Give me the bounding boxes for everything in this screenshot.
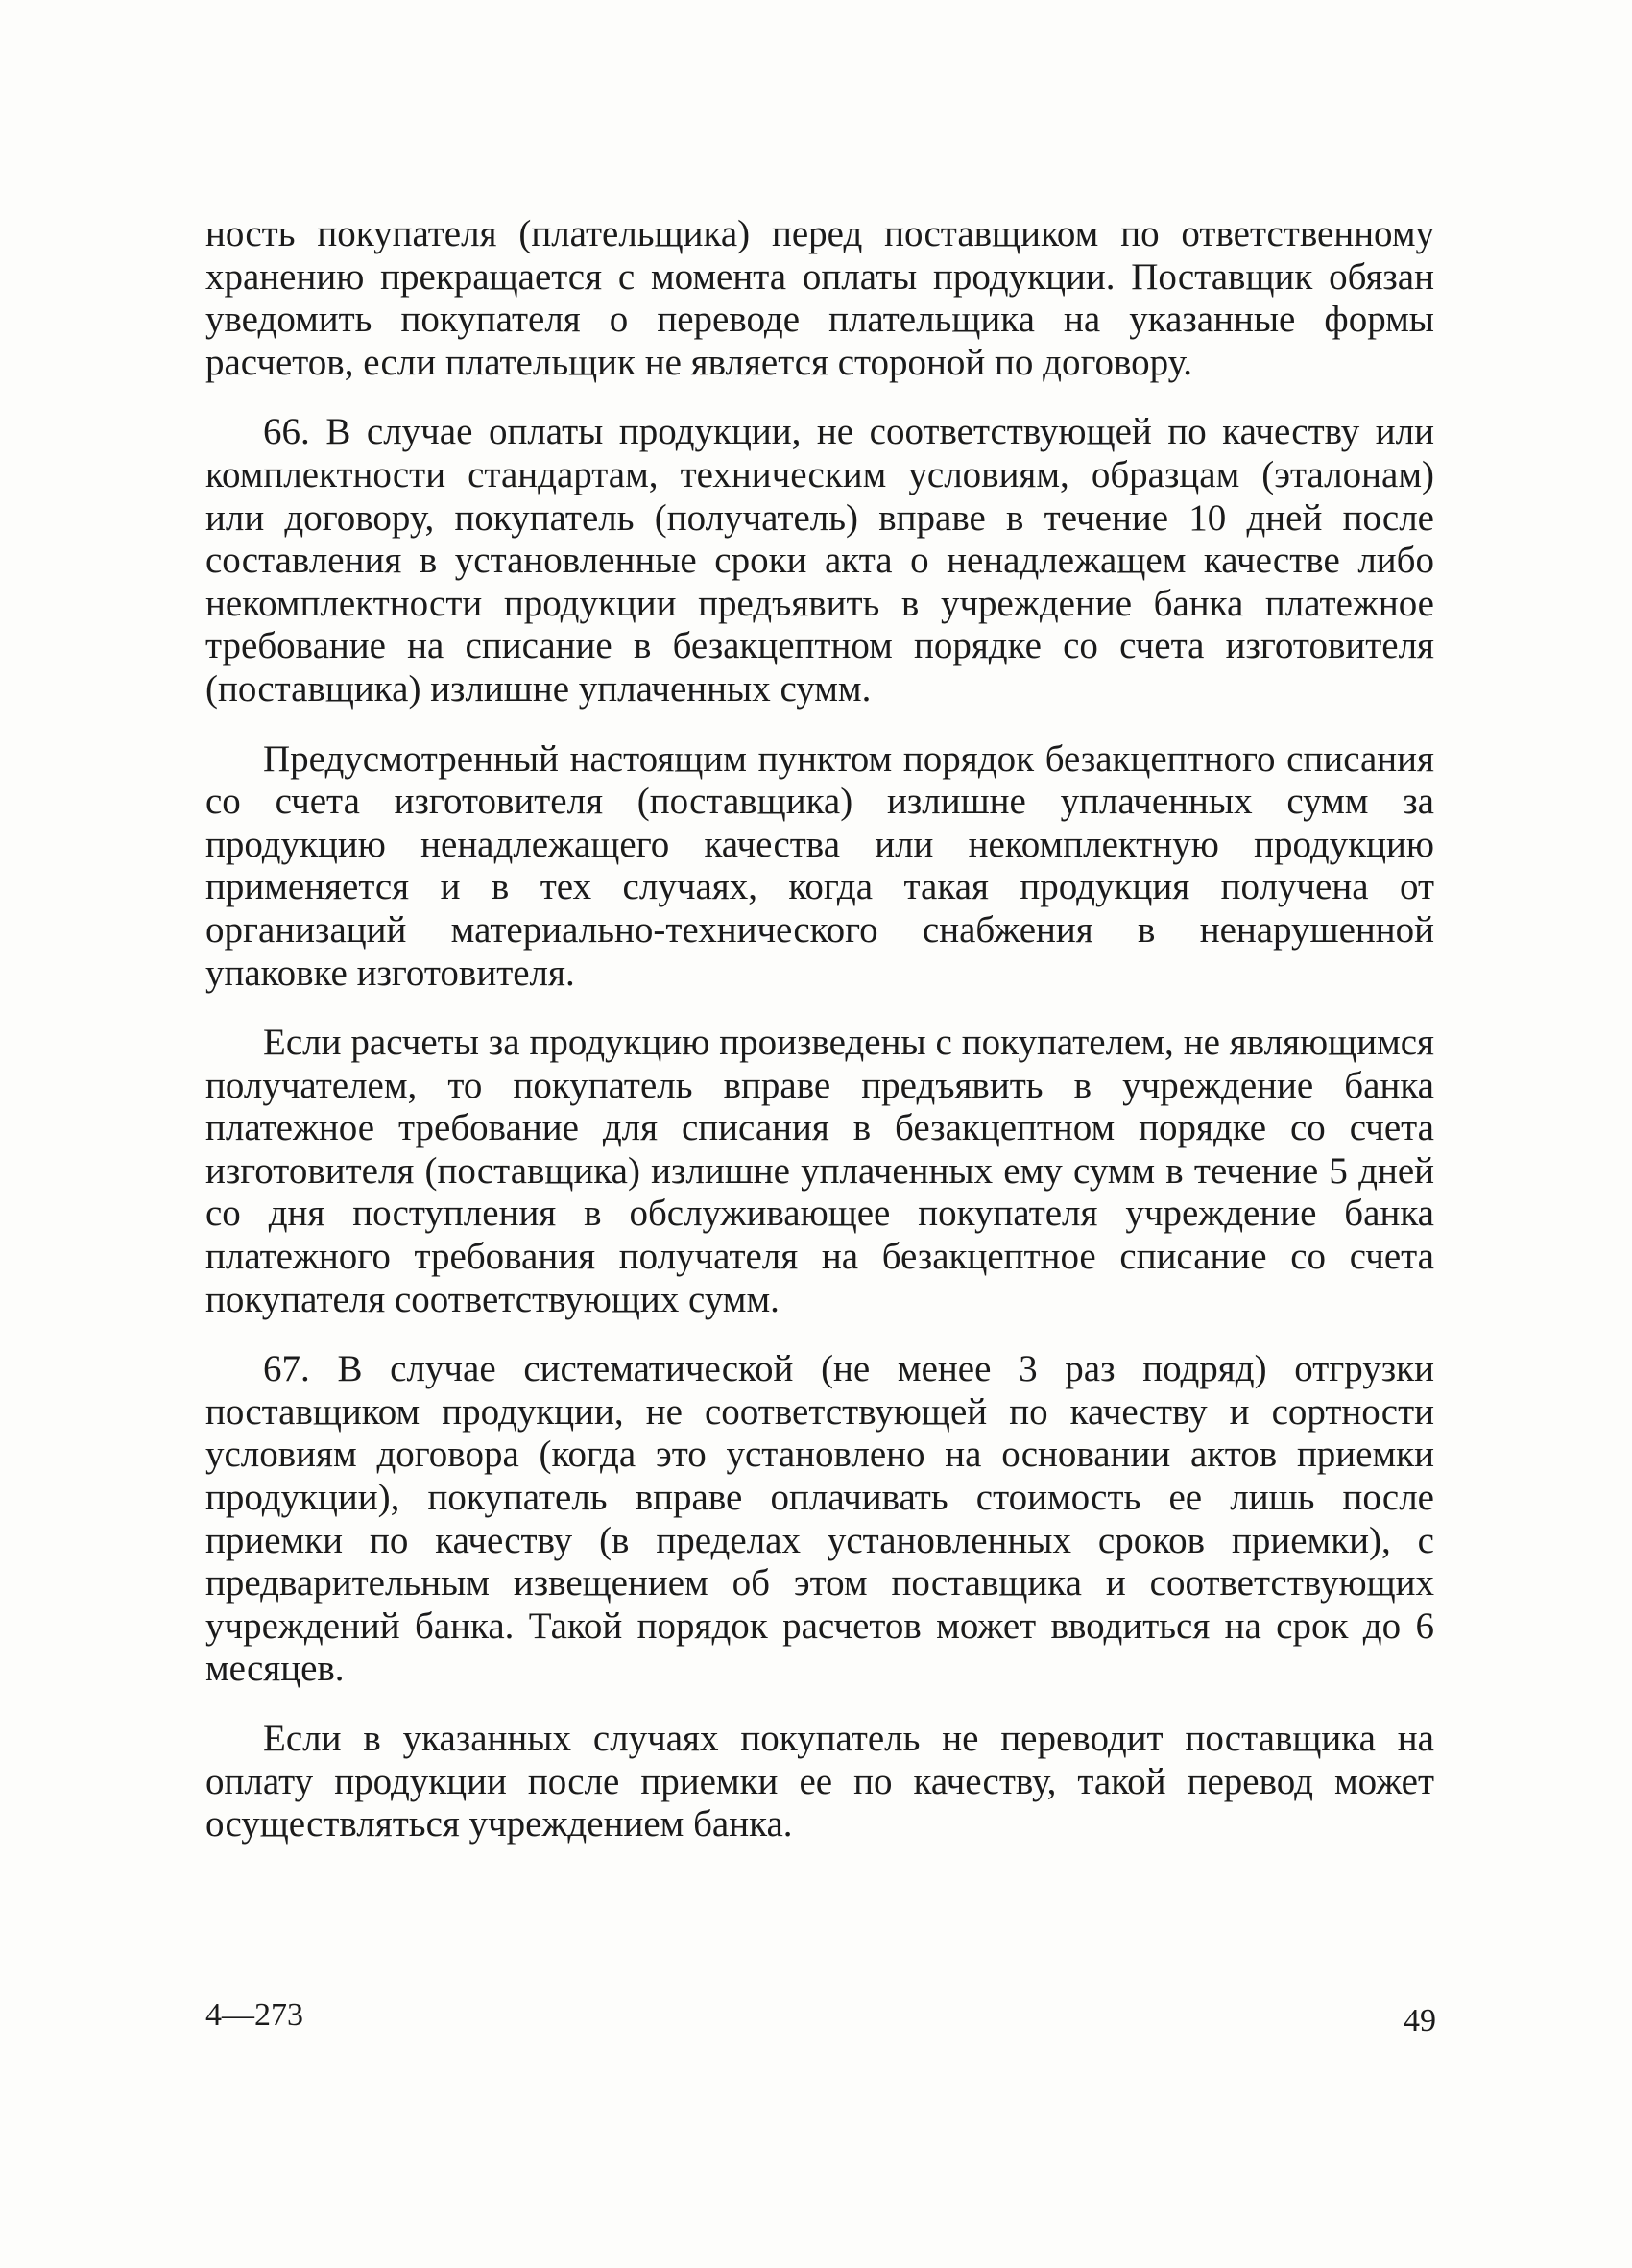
paragraph-clause-67: 67. В случае систематической (не менее 3 раз подряд) отгрузки поставщиком продукции, не соответствующей по качеству и сортности условиям договора (когда это установлено на основании актов приемки продукции), покупатель вправе оплачивать стоимость ее лишь после приемки по качеству (в пределах установленных сроков приемки), с предварительным извещением об этом поставщика и соответствующих учреждений банка. Такой порядок расчетов может вводиться на срок до 6 месяцев. (205, 1348, 1434, 1690)
paragraph-clause-66-procedure: Предусмотренный настоящим пунктом порядок безакцептного списания со счета изготовителя (поставщика) излишне уплаченных сумм за продукцию ненадлежащего качества или некомплектную продукцию применяется и в тех случаях, когда такая продукция получена от организаций материально-технического снабжения в ненарушенной упаковке изготовителя. (205, 737, 1434, 994)
page-number: 49 (1404, 2003, 1436, 2039)
paragraph-clause-66-buyer: Если расчеты за продукцию произведены с покупателем, не являющимся получателем, то покупатель вправе предъявить в учреждение банка платежное требование для списания в безакцептном порядке со счета изготовителя (поставщика) излишне уплаченных ему сумм в течение 5 дней со дня поступления в обслуживающее покупателя учреждение банка платежного требования получателя на безакцептное списание со счета покупателя соответствующих сумм. (205, 1022, 1434, 1320)
printer-signature: 4—273 (205, 1997, 303, 2033)
paragraph-continuation: ность покупателя (плательщика) перед поставщиком по ответственному хранению прекращается с момента оплаты продукции. Поставщик обязан уведомить покупателя о переводе плательщика на указанные формы расчетов, если плательщик не является стороной по договору. (205, 213, 1434, 383)
body-text (205, 213, 1434, 1873)
paragraph-clause-66: 66. В случае оплаты продукции, не соответствующей по качеству или комплектности стандартам, техническим условиям, образцам (эталонам) или договору, покупатель (получатель) вправе в течение 10 дней после составления в установленные сроки акта о ненадлежащем качестве либо некомплектности продукции предъявить в учреждение банка платежное требование на списание в безакцептном порядке со счета изготовителя (поставщика) излишне уплаченных сумм. (205, 411, 1434, 710)
paragraph-clause-67-bank: Если в указанных случаях покупатель не переводит поставщика на оплату продукции после приемки ее по качеству, такой перевод может осуществляться учреждением банка. (205, 1718, 1434, 1846)
